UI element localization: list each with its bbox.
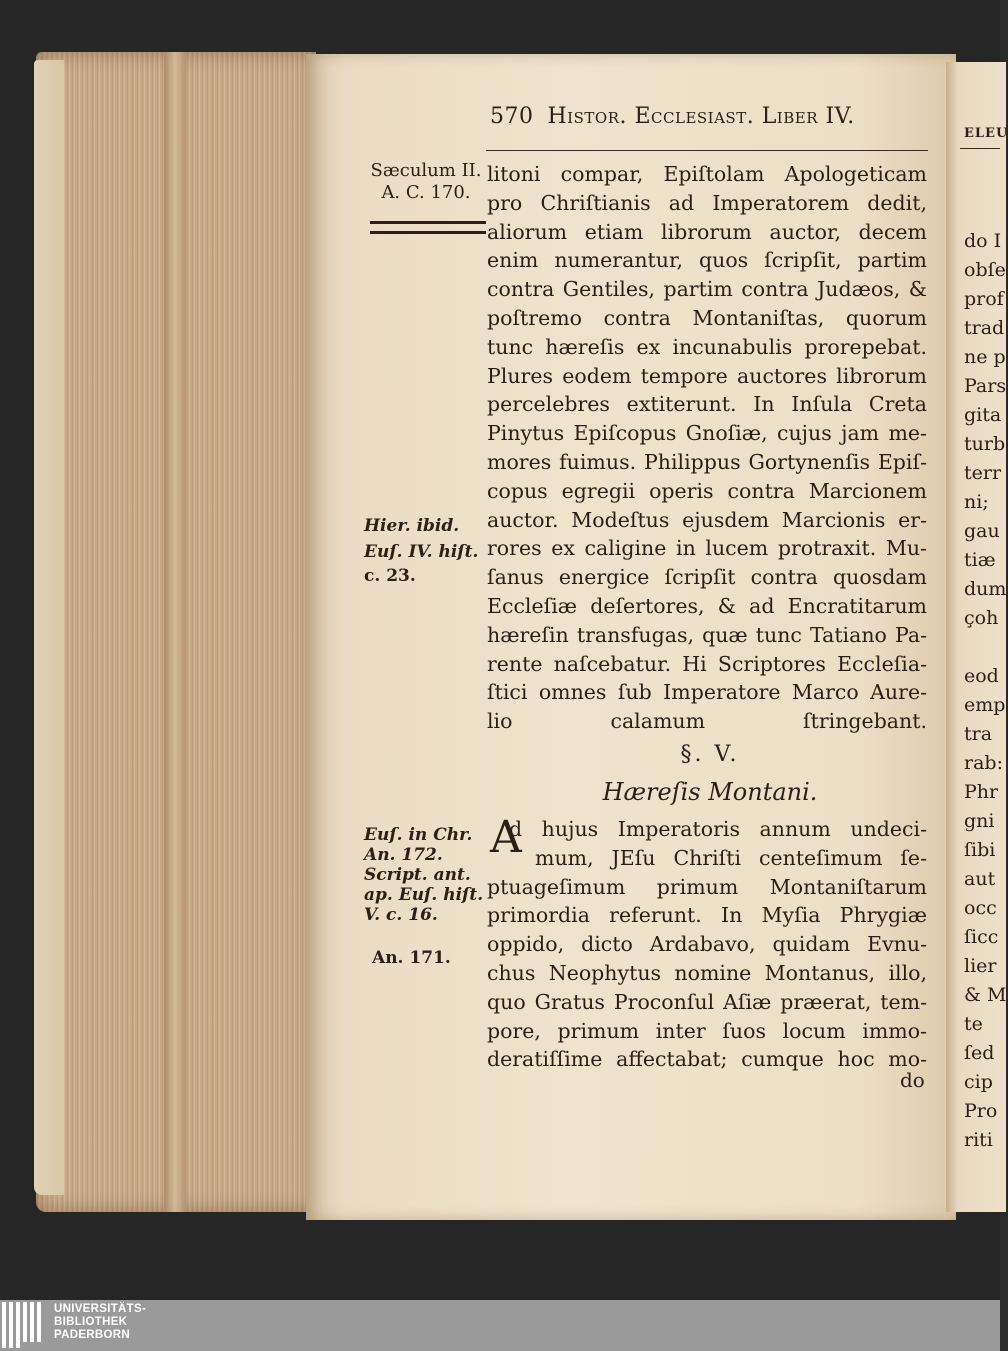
next-page-line: tiæ xyxy=(964,549,996,571)
next-page-line: gita xyxy=(964,404,1002,426)
text-line: poſtremo contra Montaniſtas, quorum xyxy=(487,305,927,330)
text-line: ſtici omnes ſub Imperatore Marco Aure- xyxy=(487,680,927,705)
text-line: rores ex caligine in lucem protraxit. Mu- xyxy=(487,536,927,561)
running-head xyxy=(490,104,930,129)
text-line: contra Gentiles, partim contra Judæos, & xyxy=(487,277,927,302)
text-line: deratiſſime affectabat; cumque hoc mo- xyxy=(487,1047,927,1072)
next-page-line: Phr xyxy=(964,781,999,803)
text-line: enim numerantur, quos ſcripſit, partim xyxy=(487,248,927,273)
next-page-line: dum xyxy=(964,578,1007,600)
next-page-line: lier xyxy=(964,955,997,977)
next-page-line: çoh xyxy=(964,607,999,629)
next-page-line: ni; xyxy=(964,491,989,513)
text-line: tunc hæreſis ex incunabulis prorepebat. xyxy=(487,334,927,359)
text-line: Pinytus Epiſcopus Gnoſiæ, cujus jam me- xyxy=(487,421,927,446)
text-line: copus egregii operis contra Marcionem xyxy=(487,478,927,503)
next-page-line: turb xyxy=(964,433,1006,455)
next-page-head: ELEU xyxy=(964,126,1008,141)
margin-note-line: Hier. ibid. xyxy=(364,516,460,536)
footer-bar xyxy=(0,1300,1000,1351)
text-line: Plures eodem tempore auctores librorum xyxy=(487,363,927,388)
margin-note-line: Euſ. in Chr. xyxy=(364,825,473,845)
next-page-line: emp xyxy=(964,694,1006,716)
next-page-line: terr xyxy=(964,462,1002,484)
margin-note-line: ap. Euſ. hiſt. xyxy=(364,885,484,905)
next-page-line: tra xyxy=(964,723,993,745)
margin-note-line: V. c. 16. xyxy=(364,905,438,925)
section-title: Hæreſis Montani. xyxy=(602,778,818,806)
text-line: auctor. Modeſtus ejusdem Marcionis er- xyxy=(487,507,927,532)
text-line: Eccleſiæ deſertores, & ad Encratitarum xyxy=(487,593,927,618)
next-page-line: ſed xyxy=(964,1042,995,1064)
page-block-split xyxy=(164,52,186,1212)
next-page-line: ſibi xyxy=(964,839,996,861)
next-page-line: occ xyxy=(964,897,997,919)
text-line: aliorum etiam librorum auctor, decem xyxy=(487,219,927,244)
margin-note-line: Euſ. IV. hiſt. xyxy=(364,542,479,562)
text-line: oppido, dicto Ardabavo, quidam Evnu- xyxy=(487,932,927,957)
section-body-text xyxy=(487,812,927,1074)
head-rule xyxy=(486,150,928,151)
next-page-line: do I xyxy=(964,230,1002,252)
margin-note-year: An. 171. xyxy=(372,948,451,968)
margin-note-line: Script. ant. xyxy=(364,865,471,885)
next-page-line: aut xyxy=(964,868,996,890)
next-page-line: rab: xyxy=(964,752,1003,774)
next-page-line: eod xyxy=(964,665,999,687)
text-line: pro Chriſtianis ad Imperatorem dedit, xyxy=(487,190,927,215)
saeculum-line: Sæculum II. xyxy=(370,160,482,181)
drop-capital: A xyxy=(490,812,522,863)
next-page-line: & M xyxy=(964,984,1007,1006)
margin-note-eusebius xyxy=(364,825,483,925)
double-rule xyxy=(370,221,486,234)
text-line: primordia referunt. In Myſia Phrygiæ xyxy=(487,903,927,928)
catchword: do xyxy=(900,1068,925,1092)
library-name xyxy=(54,1303,146,1342)
text-line: d hujus Imperatoris annum undeci- xyxy=(509,817,927,841)
next-page-line: gni xyxy=(964,810,995,832)
next-page-line: obſe xyxy=(964,259,1006,281)
text-line: mum, JEſu Chriſti centeſimum ſe- xyxy=(535,845,927,870)
margin-note-hier xyxy=(364,516,478,586)
next-page-line: trad xyxy=(964,317,1005,339)
year-line: A. C. 170. xyxy=(381,182,471,203)
text-line: percelebres extiterunt. In Inſula Creta xyxy=(487,392,927,417)
running-title: Histor. Ecclesiast. Liber IV. xyxy=(547,104,855,129)
text-line: litoni compar, Epiſtolam Apologeticam xyxy=(487,162,927,186)
page-number: 570 xyxy=(490,104,534,129)
text-line: ſanus energice ſcripſit contra quosdam xyxy=(487,565,927,590)
next-page-line: Pars xyxy=(964,375,1007,397)
library-name-line: UNIVERSITÄTS- xyxy=(54,1303,147,1315)
text-line: quo Gratus Proconſul Aſiæ præerat, tem- xyxy=(487,989,927,1014)
next-page-rule xyxy=(960,148,1000,149)
next-page-line: ne p xyxy=(964,346,1006,368)
margin-saeculum xyxy=(364,160,488,204)
text-line: pore, primum inter ſuos locum immo- xyxy=(487,1018,927,1043)
book-fore-edge xyxy=(36,52,316,1212)
text-line: lio calamum ſtringebant. xyxy=(487,709,927,734)
next-page-line: ſicc xyxy=(964,926,999,948)
text-line: rente naſcebatur. Hi Scriptores Eccleſia- xyxy=(487,651,927,676)
next-page-sliver xyxy=(946,62,1006,1212)
body-text xyxy=(487,160,927,736)
margin-note-line: An. 172. xyxy=(364,845,443,865)
next-page-line: riti xyxy=(964,1129,993,1151)
text-line: hæreſin transfugas, quæ tunc Tatiano Pa- xyxy=(487,622,927,647)
library-logo-icon xyxy=(2,1302,48,1348)
next-page-line: prof xyxy=(964,288,1004,310)
next-page-line: Pro xyxy=(964,1100,998,1122)
book-board xyxy=(34,60,64,1195)
text-line: ptuageſimum primum Montaniſtarum xyxy=(487,874,927,899)
margin-note-line: c. 23. xyxy=(364,566,416,586)
library-name-line: BIBLIOTHEK xyxy=(54,1316,128,1328)
next-page-line: cip xyxy=(964,1071,993,1093)
library-name-line: PADERBORN xyxy=(54,1329,130,1341)
text-line: mores fuimus. Philippus Gortynenſis Epiſ- xyxy=(487,449,927,474)
section-mark: §. V. xyxy=(680,742,740,767)
text-line: chus Neophytus nomine Montanus, illo, xyxy=(487,960,927,985)
next-page-line: te xyxy=(964,1013,983,1035)
next-page-line: gau xyxy=(964,520,1000,542)
